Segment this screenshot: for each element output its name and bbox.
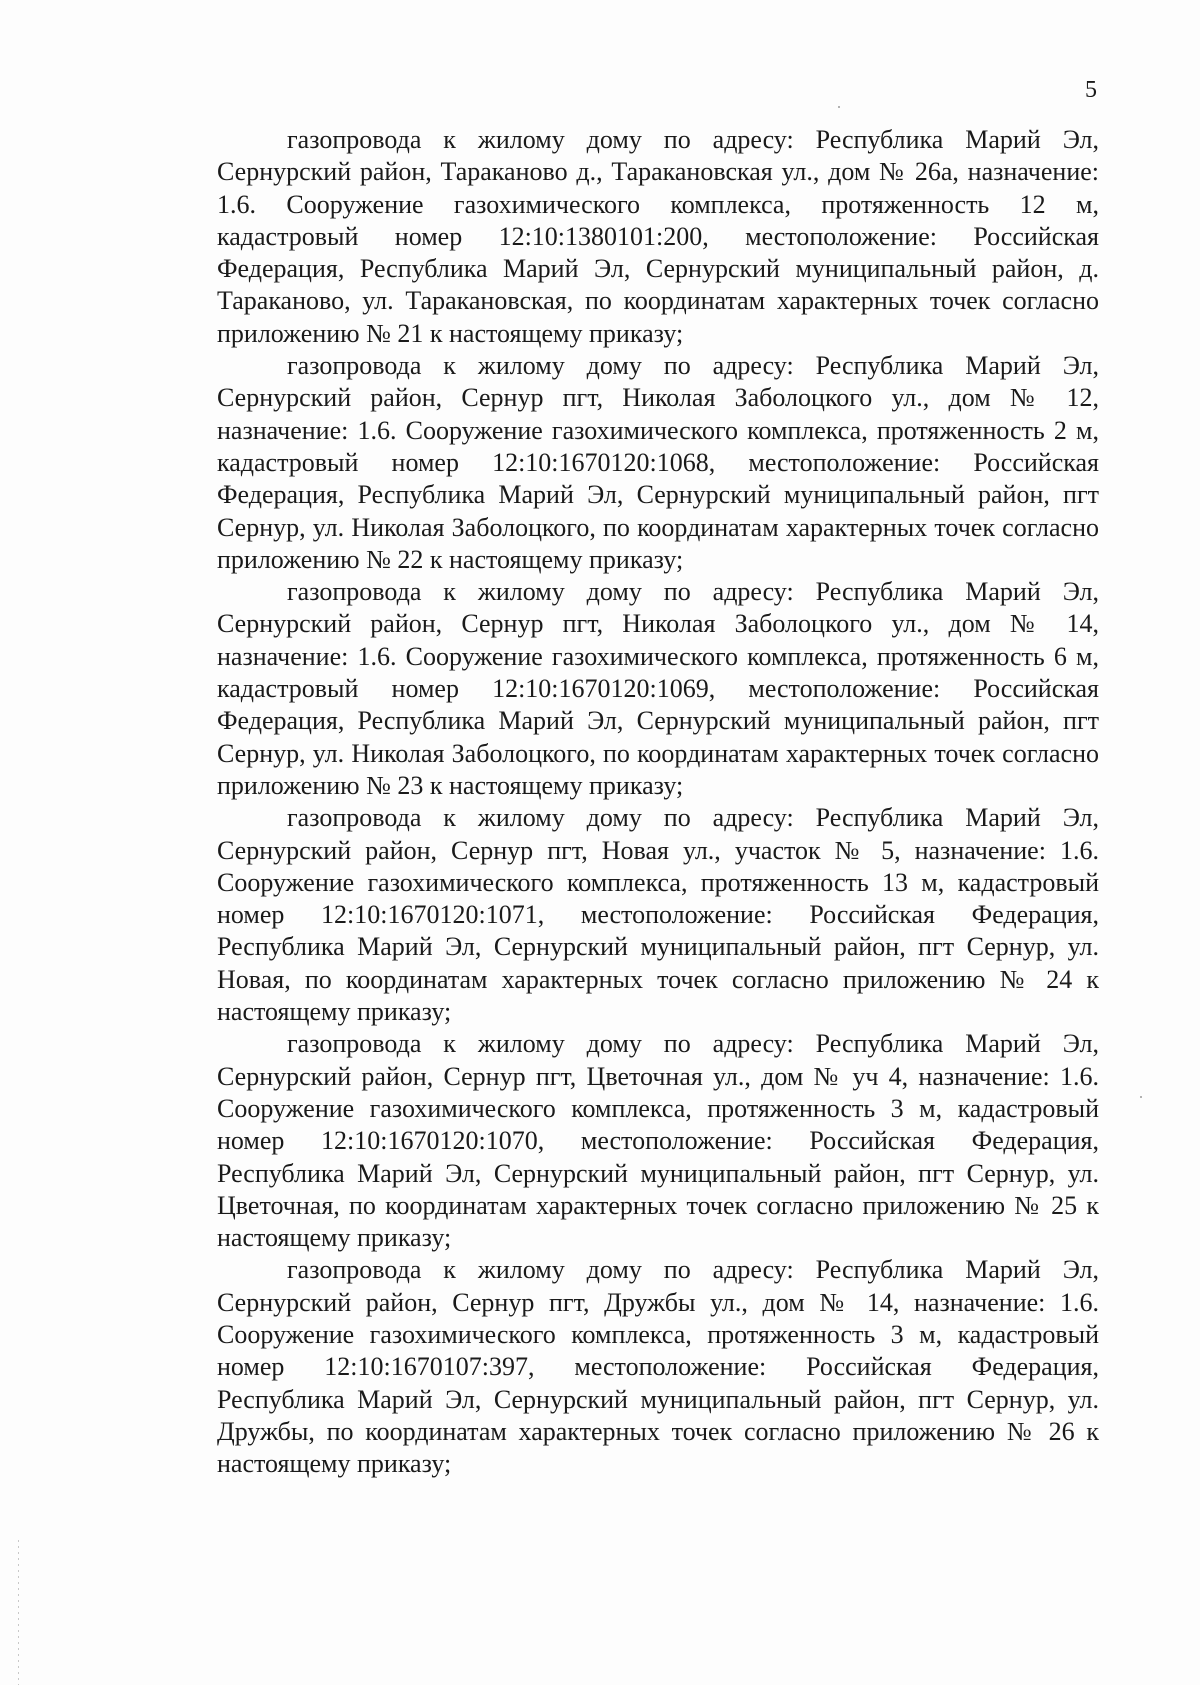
paragraph-gas-pipeline-6: газопровода к жилому дому по адресу: Республика Марий Эл, Сернурский район, Сернур пгт, Дружбы ул., дом № 14, назначение: 1.6. Сооружение газохимического комплекса, протяженность 3 м, кадастровый номер 12:10:1670107:397, местоположение: Российская Федерация, Республика Марий Эл, Сернурский муниципальный район, пгт Сернур, ул. Дружбы, по координатам характерных точек согласно приложению № 26 к настоящему приказу; [217,1255,1099,1479]
paragraph-gas-pipeline-1: газопровода к жилому дому по адресу: Республика Марий Эл, Сернурский район, Тараканово д., Таракановская ул., дом № 26а, назначение: 1.6. Сооружение газохимического комплекса, протяженность 12 м, кадастровый номер 12:10:1380101:200, местоположение: Российская Федерация, Республика Марий Эл, Сернурский муниципальный район, д. Тараканово, ул. Таракановская, по координатам характерных точек согласно приложению № 21 к настоящему приказу; [217,125,1099,348]
document-body [217,124,1099,1480]
scan-speck [838,106,840,108]
page-number: 5 [1085,77,1097,103]
scan-speck [1140,1096,1142,1098]
paragraph-gas-pipeline-3: газопровода к жилому дому по адресу: Республика Марий Эл, Сернурский район, Сернур пгт, Николая Заболоцкого ул., дом № 14, назначение: 1.6. Сооружение газохимического комплекса, протяженность 6 м, кадастровый номер 12:10:1670120:1069, местоположение: Российская Федерация, Республика Марий Эл, Сернурский муниципальный район, пгт Сернур, ул. Николая Заболоцкого, по координатам характерных точек согласно приложению № 23 к настоящему приказу; [217,577,1099,800]
scan-edge-artifact [18,1540,19,1685]
paragraph-gas-pipeline-2: газопровода к жилому дому по адресу: Республика Марий Эл, Сернурский район, Сернур пгт, Николая Заболоцкого ул., дом № 12, назначение: 1.6. Сооружение газохимического комплекса, протяженность 2 м, кадастровый номер 12:10:1670120:1068, местоположение: Российская Федерация, Республика Марий Эл, Сернурский муниципальный район, пгт Сернур, ул. Николая Заболоцкого, по координатам характерных точек согласно приложению № 22 к настоящему приказу; [217,351,1099,574]
paragraph-gas-pipeline-4: газопровода к жилому дому по адресу: Республика Марий Эл, Сернурский район, Сернур пгт, Новая ул., участок № 5, назначение: 1.6. Сооружение газохимического комплекса, протяженность 13 м, кадастровый номер 12:10:1670120:1071, местоположение: Российская Федерация, Республика Марий Эл, Сернурский муниципальный район, пгт Сернур, ул. Новая, по координатам характерных точек согласно приложению № 24 к настоящему приказу; [217,803,1099,1027]
paragraph-gas-pipeline-5: газопровода к жилому дому по адресу: Республика Марий Эл, Сернурский район, Сернур пгт, Цветочная ул., дом № уч 4, назначение: 1.6. Сооружение газохимического комплекса, протяженность 3 м, кадастровый номер 12:10:1670120:1070, местоположение: Российская Федерация, Республика Марий Эл, Сернурский муниципальный район, пгт Сернур, ул. Цветочная, по координатам характерных точек согласно приложению № 25 к настоящему приказу; [217,1029,1099,1253]
